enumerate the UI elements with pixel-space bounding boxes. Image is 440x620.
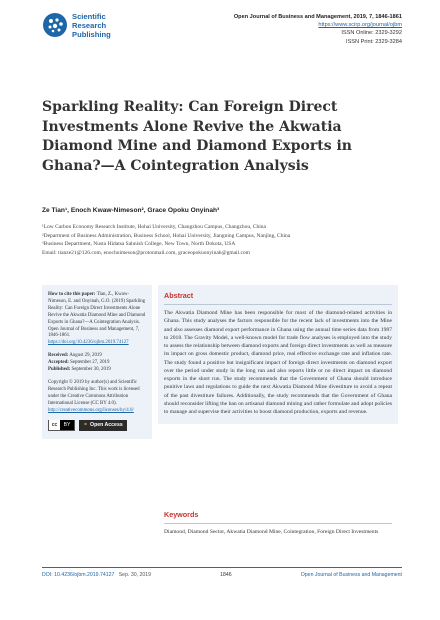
- footer-left: [42, 572, 151, 578]
- issn-print: ISSN Print: 2329-3284: [346, 38, 402, 45]
- keywords-heading: Keywords: [164, 510, 392, 524]
- affiliation-item: ²Department of Business Administration, Business School, Hohai University, Jiangning Campus, Nanjing, China: [42, 232, 291, 239]
- scirp-logo-icon: [42, 12, 68, 38]
- author-emails: Email: tianze21@126.com, enochnimeson@protonmail.com, graceopokuonyinah@gmail.com: [42, 249, 250, 256]
- keywords-text: Diamond, Diamond Sector, Akwatia Diamond Mine, Cointegration, Foreign Direct Investments: [164, 529, 379, 535]
- page-footer: [42, 567, 402, 578]
- license-badges: [48, 420, 146, 431]
- copyright-text: Copyright © 2019 by author(s) and Scientific Research Publishing Inc. This work is licensed under the Creative Commons Attribution International License (CC BY 4.0).: [48, 379, 140, 406]
- accepted-label: Accepted:: [48, 360, 69, 366]
- article-authors: Ze Tian¹, Enoch Kwaw-Nimeson², Grace Opoku Onyinah³: [42, 207, 220, 214]
- publisher-name: [72, 12, 111, 39]
- open-lock-icon: ⚬: [83, 421, 89, 428]
- footer-date: Sep. 30, 2019: [118, 572, 152, 578]
- article-title: Sparkling Reality: Can Foreign Direct Investments Alone Revive the Akwatia Diamond Mine and Diamond Exports in Ghana?—A Cointegration Analysis: [42, 99, 352, 174]
- footer-journal-name: Open Journal of Business and Management: [300, 572, 402, 578]
- abstract-heading: Abstract: [164, 291, 392, 305]
- cc-mark: cc: [49, 420, 60, 430]
- cite-doi-link[interactable]: https://doi.org/10.4236/ojbm.2019.74127: [48, 340, 129, 346]
- cite-label: How to cite this paper:: [48, 292, 96, 297]
- journal-info: [234, 13, 402, 46]
- journal-line: Open Journal of Business and Management, 2019, 7, 1846-1861: [233, 14, 402, 20]
- abstract-panel: [158, 285, 398, 424]
- publisher-name-line: Publishing: [72, 30, 111, 39]
- publisher-name-line: Research: [72, 21, 107, 30]
- publisher-logo: [42, 10, 162, 48]
- citation-sidebar: [42, 285, 152, 439]
- publisher-name-line: Scientific: [72, 12, 106, 21]
- received-value: August 29, 2019: [69, 353, 102, 359]
- published-date: [48, 367, 146, 374]
- issn-online: ISSN Online: 2329-3292: [341, 30, 402, 37]
- accepted-date: [48, 360, 146, 367]
- by-mark: BY: [60, 420, 74, 430]
- received-label: Received:: [48, 353, 69, 359]
- cc-by-badge-icon[interactable]: [48, 420, 75, 431]
- abstract-text: The Akwatia Diamond Mine has been responsible for most of the diamond-related activities in Ghana. This study analyses the factors responsible for the recent lack of investments into the Mine and also assesses diamond export performance in Ghana using the annual time series data from 1987 to 2018. The Gravity Model, a well-known model for trade flow analyses is employed into the study to assess the relationship between diamond exports and foreign direct investments as well as measure its impact on gross domestic product, diamond price, real effective exchange rate and inflation rate. The study found a positive but insignificant impact of foreign direct investments on diamond export over the period under study in the long run and also reports little or no direct impact on diamond exports in the short run. The study recommends that the Government of Ghana should introduce punitive laws and regulations to guide the next Akwatia Diamond Mine divestiture to avoid a repeat of the past divestiture failures. Additionally, the study recommends that the Government of Ghana should reconsider lifting the ban on artisanal diamond mining and rather formulate and adopt policies to manage and supervise their activities to boost diamond production, exports and revenue.: [164, 310, 392, 415]
- cite-text: Tian, Z., Kwaw-Nimeson, E. and Onyinah, G.O. (2019) Sparkling Reality: Can Foreign Direct Investments Alone Revive the Akwatia Diamond Mine and Diamond Exports in Ghana?—A Cointegration Analysis. Open Journal of Business and Management, 7, 1846-1861.: [48, 292, 146, 339]
- open-access-label: Open Access: [90, 421, 123, 428]
- open-access-badge[interactable]: [79, 420, 127, 431]
- license-url-link[interactable]: http://creativecommons.org/licenses/by/4.0/: [48, 407, 134, 413]
- footer-doi-link[interactable]: DOI: 10.4236/ojbm.2019.74127: [42, 572, 115, 578]
- published-label: Published:: [48, 367, 71, 373]
- accepted-value: September 27, 2019: [70, 360, 110, 366]
- journal-url-link[interactable]: https://www.scirp.org/journal/ojbm: [318, 22, 402, 29]
- page-number: 1846: [220, 572, 232, 578]
- how-to-cite: [48, 292, 146, 347]
- affiliations: [42, 223, 290, 257]
- published-value: September 30, 2019: [71, 367, 111, 373]
- received-date: [48, 353, 146, 360]
- affiliation-item: ¹Low Carbon Economy Research Institute, Hohai University, Changzhou Campus, Changzhou, China: [42, 224, 267, 230]
- keywords-section: [158, 510, 398, 536]
- affiliation-item: ³Business Department, Nusta Hidatsa Sahnish College, New Town, North Dokota, USA: [42, 241, 236, 248]
